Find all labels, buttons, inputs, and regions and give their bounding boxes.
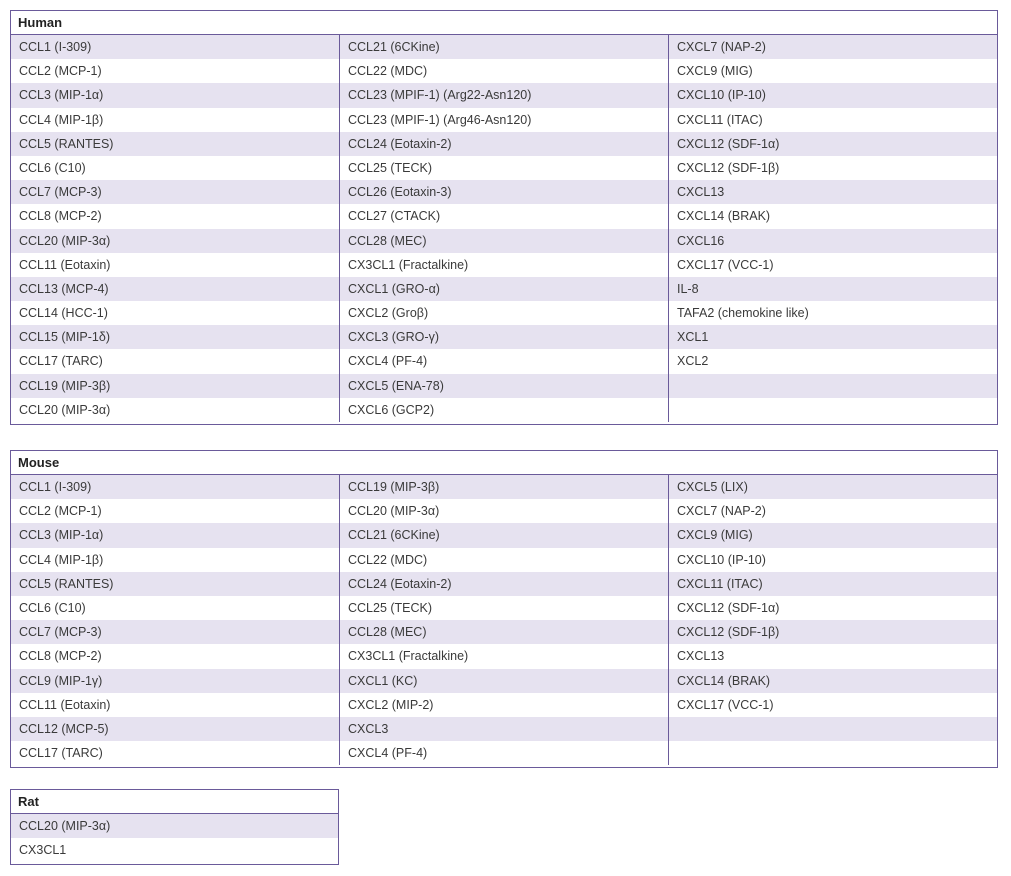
table-cell: CCL4 (MIP-1β): [19, 552, 104, 567]
table-cell: CCL23 (MPIF-1) (Arg46-Asn120): [348, 112, 532, 127]
table-cell: CCL12 (MCP-5): [11, 717, 339, 741]
table-cell: CXCL12 (SDF-1β): [669, 620, 997, 644]
table-cell: CXCL5 (ENA-78): [340, 374, 668, 398]
human-chemokine-table: [10, 10, 998, 425]
table-cell: CCL5 (RANTES): [11, 132, 339, 156]
table-cell: CCL6 (C10): [19, 600, 86, 615]
table-cell: CCL28 (MEC): [340, 620, 668, 644]
table-body: [11, 35, 997, 422]
table-cell: CXCL12 (SDF-1α): [669, 132, 997, 156]
table-cell: CXCL13: [677, 649, 725, 664]
table-cell: CX3CL1 (Fractalkine): [348, 257, 469, 272]
table-cell: CXCL1 (GRO-α): [340, 277, 668, 301]
table-cell: CXCL12 (SDF-1β): [677, 160, 780, 175]
table-title: Mouse: [11, 451, 997, 475]
table-cell: CXCL12 (SDF-1α): [677, 600, 780, 615]
table-cell: CCL17 (TARC): [19, 354, 103, 369]
table-cell: [669, 741, 997, 765]
table-cell: CCL8 (MCP-2): [19, 649, 102, 664]
table-cell: CCL27 (CTACK): [348, 209, 441, 224]
table-cell: CCL25 (TECK): [348, 600, 433, 615]
table-cell: CXCL6 (GCP2): [348, 402, 435, 417]
table-cell: [669, 374, 997, 398]
table-cell: CXCL14 (BRAK): [677, 209, 771, 224]
table-cell: CCL20 (MIP-3α): [11, 814, 338, 838]
table-cell: CCL25 (TECK): [348, 160, 433, 175]
table-body: [11, 475, 997, 765]
table-column: [11, 475, 339, 765]
table-cell: IL-8: [669, 277, 997, 301]
table-cell: CCL11 (Eotaxin): [19, 697, 111, 712]
table-cell: CXCL11 (ITAC): [669, 572, 997, 596]
table-cell: CCL23 (MPIF-1) (Arg22-Asn120): [340, 83, 668, 107]
table-cell: [669, 398, 997, 422]
table-cell: CCL13 (MCP-4): [11, 277, 339, 301]
table-cell: CCL28 (MEC): [340, 229, 668, 253]
table-cell: CCL24 (Eotaxin-2): [340, 572, 668, 596]
table-cell: CXCL16: [669, 229, 997, 253]
table-cell: CCL19 (MIP-3β): [11, 374, 339, 398]
table-column: [668, 475, 997, 765]
table-cell: CCL22 (MDC): [348, 552, 428, 567]
table-cell: CCL14 (HCC-1): [19, 306, 108, 321]
table-cell: CXCL2 (MIP-2): [348, 697, 434, 712]
table-cell: CXCL9 (MIG): [669, 523, 997, 547]
table-cell: CCL1 (I-309): [11, 35, 339, 59]
table-cell: CCL6 (C10): [19, 160, 86, 175]
table-title: Rat: [11, 790, 338, 814]
table-cell: TAFA2 (chemokine like): [677, 306, 809, 321]
table-column: [668, 35, 997, 422]
table-cell: CXCL4 (PF-4): [348, 354, 428, 369]
table-title: Human: [11, 11, 997, 35]
table-cell: CCL20 (MIP-3α): [348, 504, 440, 519]
table-cell: CCL11 (Eotaxin): [19, 257, 111, 272]
table-cell: CCL15 (MIP-1δ): [11, 325, 339, 349]
table-cell: CCL2 (MCP-1): [19, 504, 102, 519]
table-cell: CCL7 (MCP-3): [11, 620, 339, 644]
table-cell: CCL4 (MIP-1β): [19, 112, 104, 127]
table-cell: CCL20 (MIP-3α): [19, 402, 111, 417]
table-cell: CXCL9 (MIG): [677, 64, 753, 79]
table-cell: CXCL17 (VCC-1): [677, 697, 774, 712]
table-cell: CXCL3: [340, 717, 668, 741]
table-cell: CXCL14 (BRAK): [669, 669, 997, 693]
table-cell: CCL1 (I-309): [11, 475, 339, 499]
table-cell: CCL21 (6CKine): [340, 35, 668, 59]
table-cell: CCL22 (MDC): [348, 64, 428, 79]
table-cell: CCL24 (Eotaxin-2): [340, 132, 668, 156]
table-column: [11, 35, 339, 422]
table-cell: CXCL3 (GRO-γ): [340, 325, 668, 349]
table-cell: CXCL1 (KC): [340, 669, 668, 693]
table-cell: CCL2 (MCP-1): [19, 64, 102, 79]
table-cell: CCL5 (RANTES): [11, 572, 339, 596]
table-cell: CXCL13: [669, 180, 997, 204]
rat-chemokine-table: [10, 789, 339, 865]
table-cell: CCL20 (MIP-3α): [11, 229, 339, 253]
table-cell: CXCL4 (PF-4): [348, 746, 428, 761]
table-cell: XCL2: [677, 354, 709, 369]
table-body: [11, 814, 338, 862]
table-cell: CXCL11 (ITAC): [677, 112, 763, 127]
table-cell: CCL3 (MIP-1α): [11, 83, 339, 107]
table-cell: CXCL17 (VCC-1): [677, 257, 774, 272]
table-cell: CXCL7 (NAP-2): [677, 504, 766, 519]
table-cell: CCL3 (MIP-1α): [11, 523, 339, 547]
table-column: [11, 814, 338, 862]
table-cell: XCL1: [669, 325, 997, 349]
table-cell: CCL21 (6CKine): [340, 523, 668, 547]
table-cell: CX3CL1 (Fractalkine): [348, 649, 469, 664]
table-cell: CXCL10 (IP-10): [677, 552, 766, 567]
table-cell: CCL17 (TARC): [19, 746, 103, 761]
mouse-chemokine-table: [10, 450, 998, 768]
table-cell: [669, 717, 997, 741]
table-cell: CXCL10 (IP-10): [669, 83, 997, 107]
table-cell: CXCL5 (LIX): [669, 475, 997, 499]
table-cell: CCL26 (Eotaxin-3): [340, 180, 668, 204]
table-column: [339, 475, 668, 765]
table-cell: CCL9 (MIP-1γ): [11, 669, 339, 693]
table-cell: CCL7 (MCP-3): [11, 180, 339, 204]
table-cell: CXCL2 (Groβ): [348, 306, 429, 321]
table-column: [339, 35, 668, 422]
table-cell: CCL8 (MCP-2): [19, 209, 102, 224]
table-cell: CXCL7 (NAP-2): [669, 35, 997, 59]
table-cell: CCL19 (MIP-3β): [340, 475, 668, 499]
table-cell: CX3CL1: [19, 843, 67, 858]
